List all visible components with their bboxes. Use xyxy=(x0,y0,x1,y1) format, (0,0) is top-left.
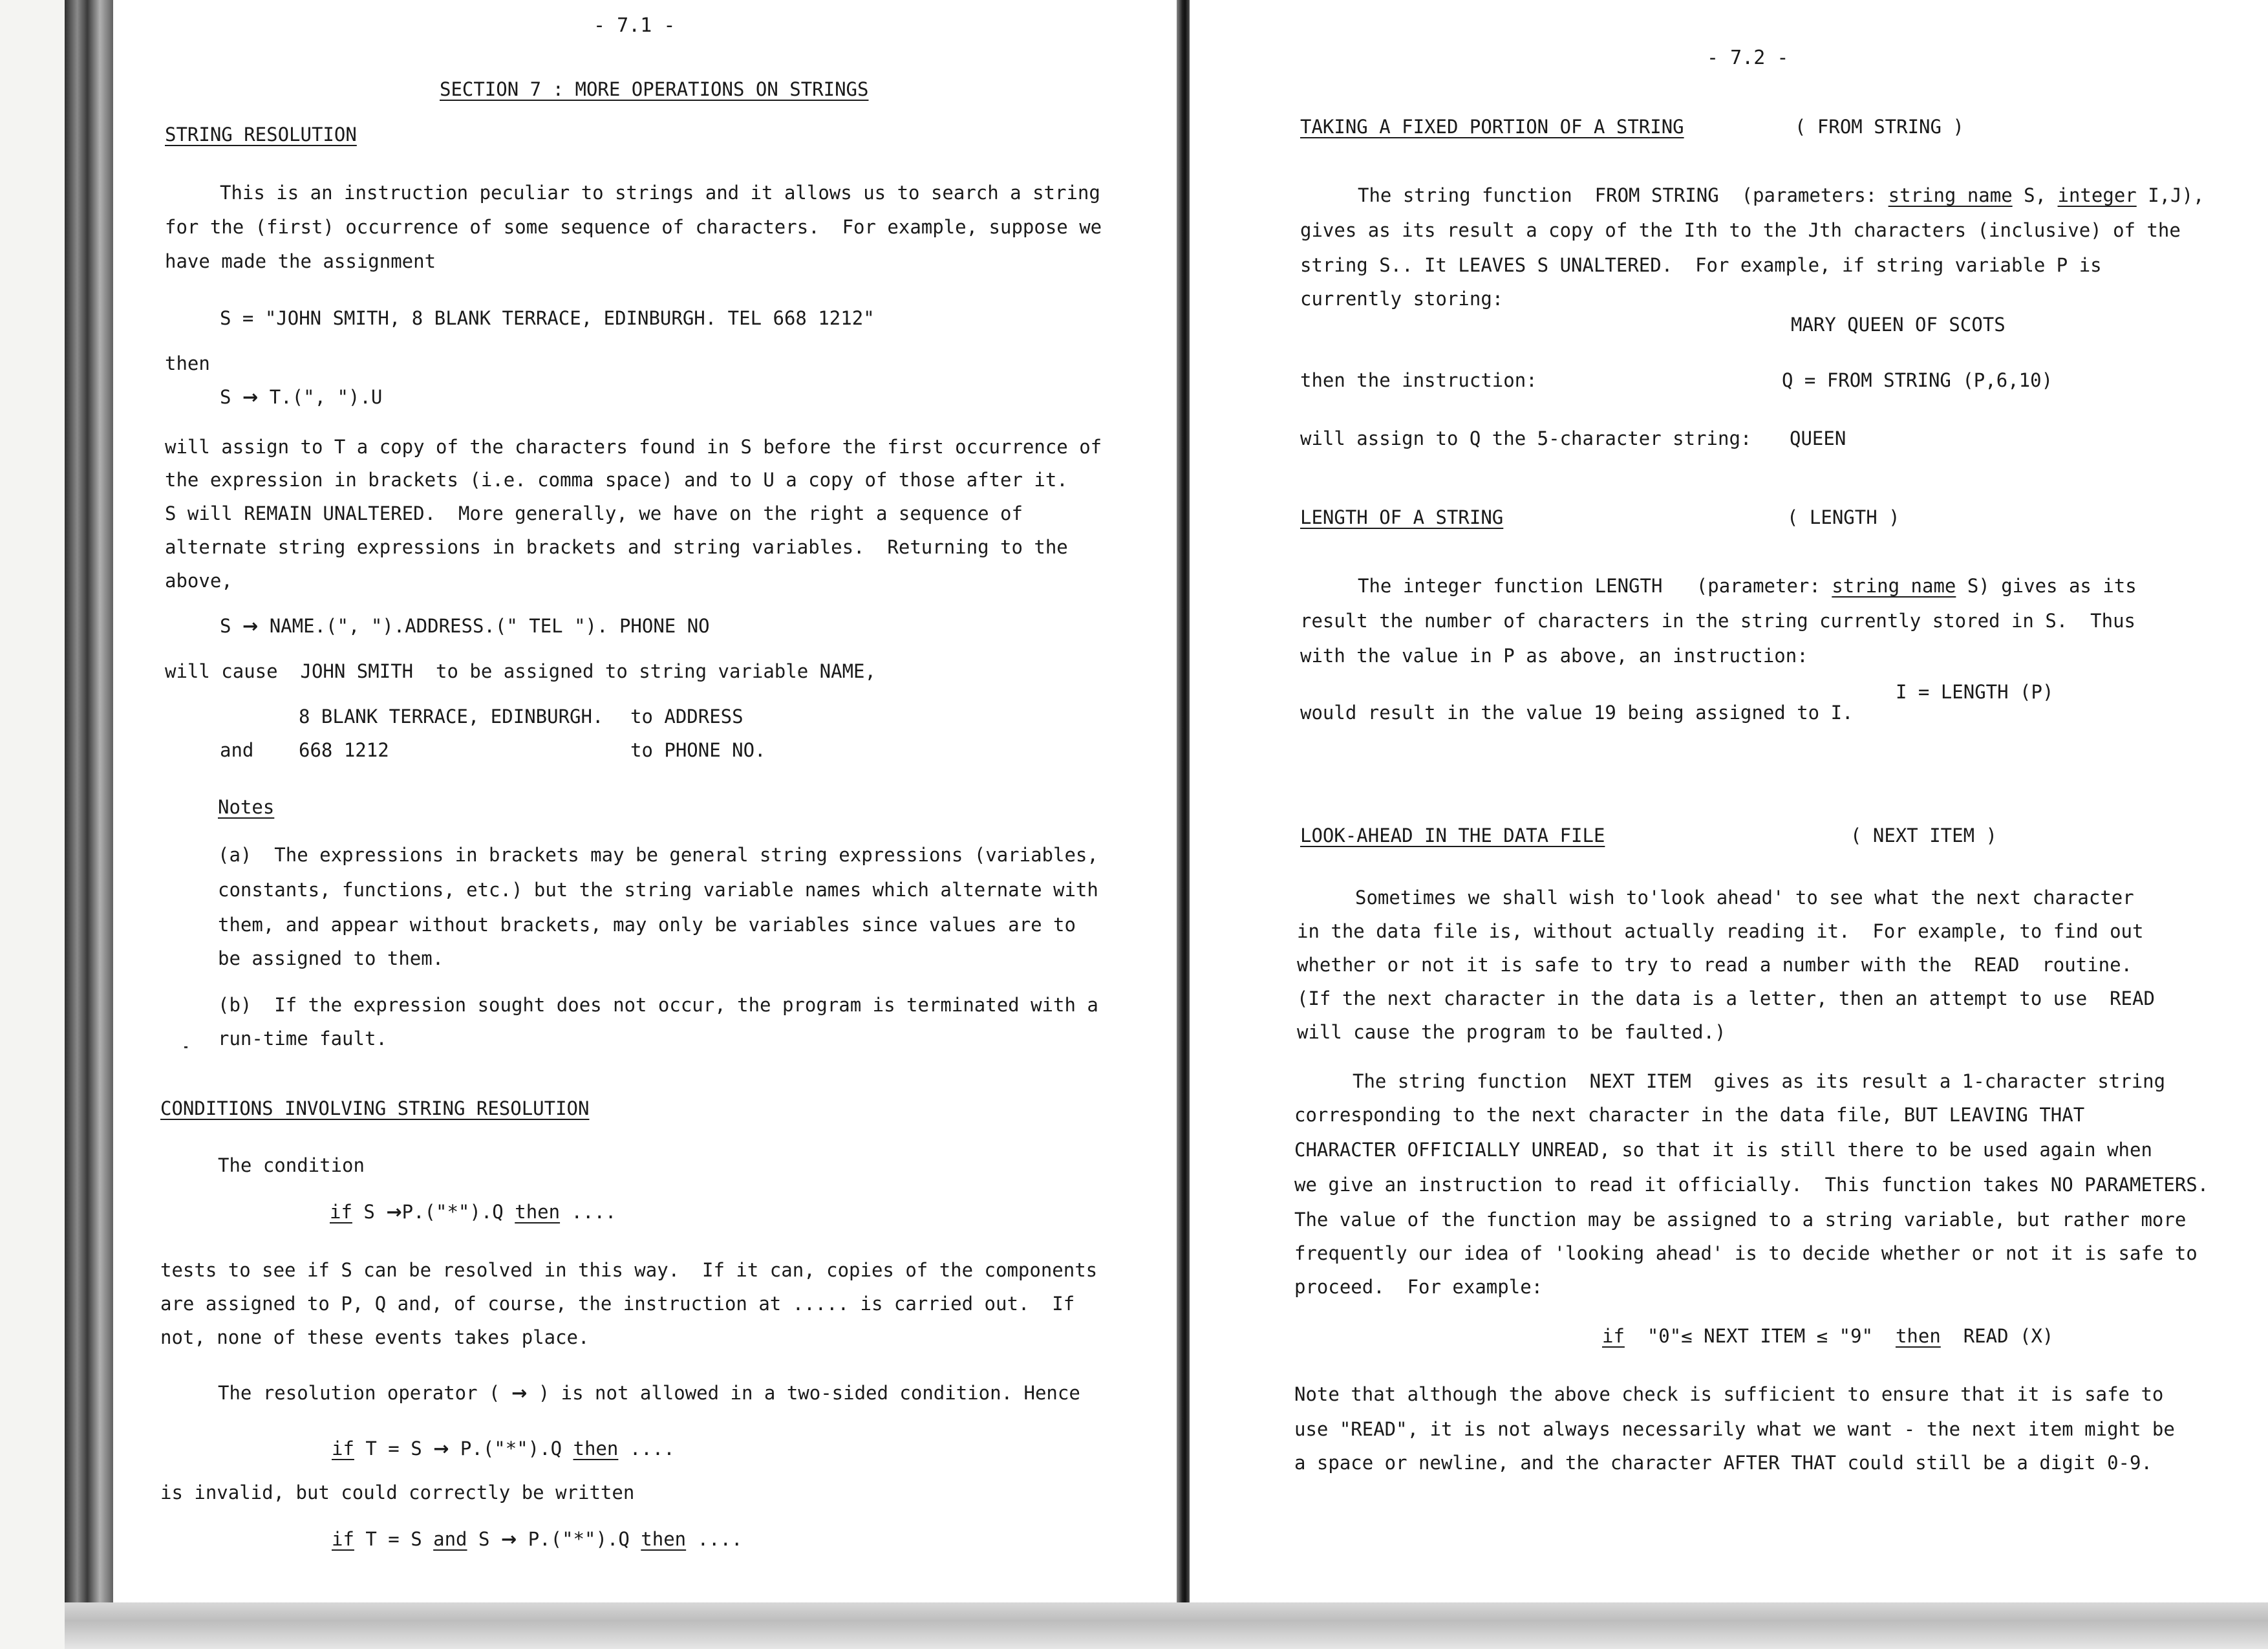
note-a-line-3: them, and appear without brackets, may only be variables since values are to xyxy=(218,914,1076,936)
explain-line-4: alternate string expressions in brackets and string variables. Returning to the xyxy=(165,536,1068,558)
fixed-line-4: currently storing: xyxy=(1300,288,1504,310)
fixed-line-3: string S.. It LEAVES S UNALTERED. For example, if string variable P is xyxy=(1300,254,2102,276)
function-next-item: ( NEXT ITEM ) xyxy=(1850,824,1997,846)
note-line-1: Note that although the above check is sufficient to ensure that it is safe to xyxy=(1294,1383,2164,1405)
explain-line-3: S will REMAIN UNALTERED. More generally, we have on the right a sequence of xyxy=(165,502,1023,524)
lookahead-p2-line-6: frequently our idea of 'looking ahead' is to decide whether or not it is safe to xyxy=(1294,1242,2198,1264)
explain-line-2: the expression in brackets (i.e. comma space) and to U a copy of those after it. xyxy=(165,469,1068,491)
arrow-icon: → xyxy=(500,1528,517,1550)
and-label: and xyxy=(220,739,254,761)
section-title: SECTION 7 : MORE OPERATIONS ON STRINGS xyxy=(440,78,869,100)
condition-example-1: if S →P.("*").Q then .... xyxy=(330,1201,617,1223)
arrow-icon: → xyxy=(433,1438,449,1460)
page-number-right: - 7.2 - xyxy=(1707,47,1789,69)
lookahead-p2-line-1: The string function NEXT ITEM gives as its result a 1-character string xyxy=(1353,1070,2166,1092)
heading-string-resolution: STRING RESOLUTION xyxy=(165,124,357,146)
left-page xyxy=(113,0,1177,1607)
note-a-line-4: be assigned to them. xyxy=(218,947,444,969)
function-length: ( LENGTH ) xyxy=(1787,506,1900,528)
length-instruction: I = LENGTH (P) xyxy=(1896,681,2054,703)
note-a-line-2: constants, functions, etc.) but the string variable names which alternate with xyxy=(218,879,1098,901)
heading-length: LENGTH OF A STRING xyxy=(1300,506,1504,528)
lookahead-p1-line-5: will cause the program to be faulted.) xyxy=(1297,1021,1726,1043)
lookahead-p1-line-1: Sometimes we shall wish to'look ahead' to see what the next character xyxy=(1355,887,2134,909)
phone-target: to PHONE NO. xyxy=(630,739,766,761)
heading-conditions: CONDITIONS INVOLVING STRING RESOLUTION xyxy=(160,1097,590,1119)
condition-example-3: if T = S and S → P.("*").Q then .... xyxy=(332,1528,743,1550)
lookahead-p1-line-4: (If the next character in the data is a letter, then an attempt to use READ xyxy=(1297,987,2155,1009)
intro-line-2: for the (first) occurrence of some sequence of characters. For example, suppose we xyxy=(165,216,1102,238)
next-item-example: if "0"≤ NEXT ITEM ≤ "9" then READ (X) xyxy=(1602,1325,2054,1347)
lookahead-p2-line-2: corresponding to the next character in the data file, BUT LEAVING THAT xyxy=(1294,1104,2085,1126)
lookahead-p1-line-3: whether or not it is safe to try to read a number with the READ routine. xyxy=(1297,954,2133,976)
address-target: to ADDRESS xyxy=(630,706,744,727)
note-b-line-2: run-time fault. xyxy=(218,1028,387,1050)
intro-line-3: have made the assignment xyxy=(165,250,436,272)
arrow-icon: → xyxy=(386,1201,402,1223)
note-b-line-1: (b) If the expression sought does not occur, the program is terminated with a xyxy=(218,994,1098,1016)
note-line-3: a space or newline, and the character AFTER THAT could still be a digit 0-9. xyxy=(1294,1452,2152,1474)
lookahead-p2-line-3: CHARACTER OFFICIALLY UNREAD, so that it is still there to be used again when xyxy=(1294,1139,2152,1161)
note-line-2: use "READ", it is not always necessarily what we want - the next item might be xyxy=(1294,1418,2175,1440)
condition-label: The condition xyxy=(218,1154,365,1176)
fixed-line-1: The string function FROM STRING (parameters: string name S, integer I,J), xyxy=(1358,184,2205,206)
heading-lookahead: LOOK-AHEAD IN THE DATA FILE xyxy=(1300,824,1605,846)
length-line-4: would result in the value 19 being assigned to I. xyxy=(1300,702,1854,724)
resolution-operator-line: The resolution operator ( → ) is not allowed in a two-sided condition. Hence xyxy=(218,1382,1080,1404)
explain-line-1: will assign to T a copy of the characters found in S before the first occurrence of xyxy=(165,436,1102,458)
address-value: 8 BLANK TERRACE, EDINBURGH. xyxy=(299,706,604,727)
phone-value: 668 1212 xyxy=(299,739,389,761)
lookahead-p2-line-4: we give an instruction to read it officially. This function takes NO PARAMETERS. xyxy=(1294,1174,2209,1196)
cause-line: will cause JOHN SMITH to be assigned to string variable NAME, xyxy=(165,660,876,682)
heading-fixed-portion: TAKING A FIXED PORTION OF A STRING xyxy=(1300,116,1684,138)
lookahead-p1-line-2: in the data file is, without actually reading it. For example, to find out xyxy=(1297,920,2144,942)
fixed-line-2: gives as its result a copy of the Ith to the Jth characters (inclusive) of the xyxy=(1300,219,2181,241)
resolution-example-2: S → NAME.(", ").ADDRESS.(" TEL "). PHONE NO xyxy=(220,615,710,637)
assign-line: will assign to Q the 5-character string: xyxy=(1300,427,1752,449)
invalid-line: is invalid, but could correctly be written xyxy=(160,1482,635,1503)
length-line-1: The integer function LENGTH (parameter: string name S) gives as its xyxy=(1358,575,2137,597)
assign-value: QUEEN xyxy=(1790,427,1846,449)
condition-example-2: if T = S → P.("*").Q then .... xyxy=(332,1438,675,1460)
tests-line-3: not, none of these events takes place. xyxy=(160,1326,590,1348)
explain-line-5: above, xyxy=(165,570,233,592)
lookahead-p2-line-5: The value of the function may be assigned to a string variable, but rather more xyxy=(1294,1209,2187,1231)
then-label: then xyxy=(165,352,210,374)
arrow-icon: → xyxy=(242,386,259,408)
page-number-left: - 7.1 - xyxy=(594,14,676,37)
notes-heading: Notes xyxy=(218,796,275,818)
from-string-instruction: Q = FROM STRING (P,6,10) xyxy=(1782,369,2053,391)
right-page xyxy=(1190,0,2268,1607)
arrow-icon: → xyxy=(511,1382,528,1404)
speck xyxy=(184,1046,187,1048)
lookahead-p2-line-7: proceed. For example: xyxy=(1294,1276,1543,1298)
page-gutter xyxy=(1177,0,1191,1617)
assignment-example: S = "JOHN SMITH, 8 BLANK TERRACE, EDINBURGH. TEL 668 1212" xyxy=(220,307,875,329)
book-spine-left xyxy=(65,0,115,1604)
book-bottom-edge xyxy=(65,1602,2268,1649)
tests-line-1: tests to see if S can be resolved in this way. If it can, copies of the components xyxy=(160,1259,1098,1281)
tests-line-2: are assigned to P, Q and, of course, the instruction at ..... is carried out. If xyxy=(160,1293,1075,1315)
arrow-icon: → xyxy=(242,615,259,637)
note-a-line-1: (a) The expressions in brackets may be general string expressions (variables, xyxy=(218,844,1098,866)
length-line-3: with the value in P as above, an instruction: xyxy=(1300,645,1808,667)
resolution-example-1: S → T.(", ").U xyxy=(220,386,383,408)
then-instruction-label: then the instruction: xyxy=(1300,369,1537,391)
intro-line-1: This is an instruction peculiar to strings and it allows us to search a string xyxy=(220,182,1100,204)
length-line-2: result the number of characters in the string currently stored in S. Thus xyxy=(1300,610,2136,632)
stored-value: MARY QUEEN OF SCOTS xyxy=(1791,314,2006,336)
function-from-string: ( FROM STRING ) xyxy=(1795,116,1964,138)
